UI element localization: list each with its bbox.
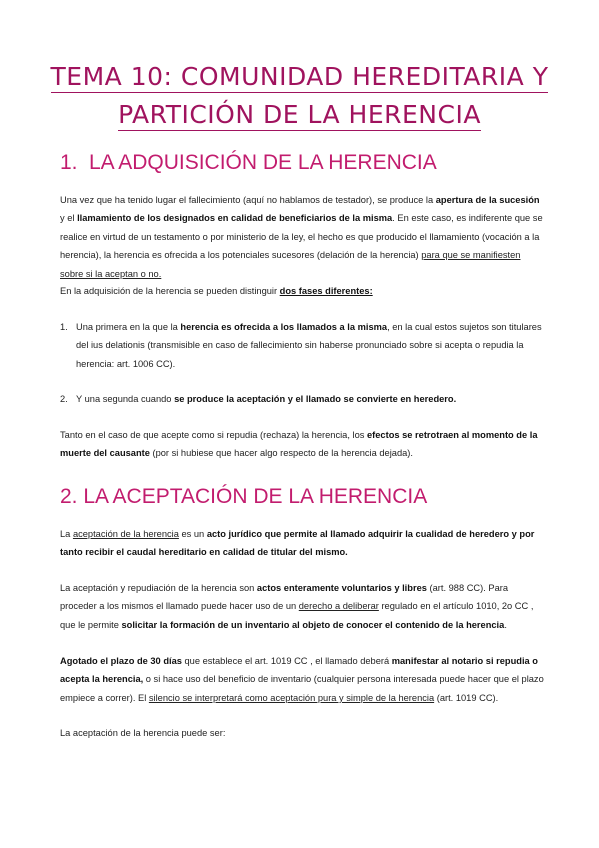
section-2-paragraph-3: Agotado el plazo de 30 días que establece el art. 1019 CC , el llamado deberá manifestar al notario si repudia o acepta la herencia, o si hace uso del beneficio de inventario (cualquier persona interesada puede hacer que el plazo empiece a correr). El silencio se interpretará como aceptación pura y simple de la herencia (art. 1019 CC).	[60, 656, 544, 703]
document-page: TEMA 10: COMUNIDAD HEREDITARIA Y PARTICIÓN DE LA HERENCIA 1. LA ADQUISICIÓN DE LA HERENCIA Una vez que ha tenido lugar el fallecimiento (aquí no hablamos de testador), se produce la apertura de la sucesión y el llamamiento de los designados en calidad de beneficiarios de la misma. En este caso, es indiferente que se realice en virtud de un testamento o por ministerio de la ley, el hecho es que producido el llamamiento (vocación a la herencia), la herencia es ofrecida a los potenciales sucesores (delación de la herencia) para que se manifiesten sobre si la aceptan o no. En la adquisición de la herencia se pueden distinguir dos fases diferentes: 1. Una primera en la que la herencia es ofrecida a los llamados a la misma, en la cual estos sujetos son titulares del ius delationis (transmisible en caso de fallecimiento sin haberse pronunciado sobre si acepta o repudia la herencia: art. 1006 CC). 2. Y una segunda cuando se produce la aceptación y el llamado se convierte en heredero. Tanto en el caso de que acepte como si repudia (rechaza) la herencia, los efectos se retrotraen al momento de la muerte del causante (por si hubiese que hacer algo respecto de la herencia dejada). 2. LA ACEPTACIÓN DE LA HERENCIA La aceptación de la herencia es un acto jurídico que permite al llamado adquirir la cualidad de heredero y por tanto recibir el caudal hereditario en calidad de titular del mismo. La aceptación y repudiación de la herencia son actos enteramente voluntarios y libres (art. 988 CC). Para proceder a los mismos el llamado puede hacer uso de un derecho a deliberar regulado en el artículo 1010, 2o CC , que le permite solicitar la formación de un inventario al objeto de conocer el contenido de la herencia. Agotado el plazo de 30 días que establece el art. 1019 CC , el llamado deberá manifestar al notario si repudia o acepta la herencia, o si hace uso del beneficio de inventario (cualquier persona interesada puede hacer que el plazo empiece a correr). El silencio se interpretará como aceptación pura y simple de la herencia (art. 1019 CC). La aceptación de la herencia puede ser:	[0, 0, 599, 848]
section-2-heading: 2. LA ACEPTACIÓN DE LA HERENCIA	[60, 485, 428, 508]
section-1-paragraph-3: Tanto en el caso de que acepte como si repudia (rechaza) la herencia, los efectos se retrotraen al momento de la muerte del causante (por si hubiese que hacer algo respecto de la herencia dejada).	[60, 430, 538, 459]
section-1-paragraph-2: En la adquisición de la herencia se pueden distinguir dos fases diferentes:	[60, 286, 373, 296]
document-title-line-2: PARTICIÓN DE LA HERENCIA	[118, 100, 481, 129]
section-2-paragraph-4: La aceptación de la herencia puede ser:	[60, 728, 226, 738]
section-2-paragraph-1: La aceptación de la herencia es un acto jurídico que permite al llamado adquirir la cualidad de heredero y por tanto recibir el caudal hereditario en calidad de titular del mismo.	[60, 529, 535, 558]
section-2-paragraph-2: La aceptación y repudiación de la herencia son actos enteramente voluntarios y libres (art. 988 CC). Para proceder a los mismos el llamado puede hacer uso de un derecho a deliberar regulado en el artículo 1010, 2o CC , que le permite solicitar la formación de un inventario al objeto de conocer el contenido de la herencia.	[60, 583, 534, 630]
section-1-paragraph-1: Una vez que ha tenido lugar el fallecimiento (aquí no hablamos de testador), se produce la apertura de la sucesión y el llamamiento de los designados en calidad de beneficiarios de la misma. En este caso, es indiferente que se realice en virtud de un testamento o por ministerio de la ley, el hecho es que producido el llamamiento (vocación a la herencia), la herencia es ofrecida a los potenciales sucesores (delación de la herencia) para que se manifiesten sobre si la aceptan o no.	[60, 195, 543, 279]
document-title-line-1: TEMA 10: COMUNIDAD HEREDITARIA Y	[50, 62, 549, 91]
section-1-heading: 1. LA ADQUISICIÓN DE LA HERENCIA	[60, 151, 437, 174]
